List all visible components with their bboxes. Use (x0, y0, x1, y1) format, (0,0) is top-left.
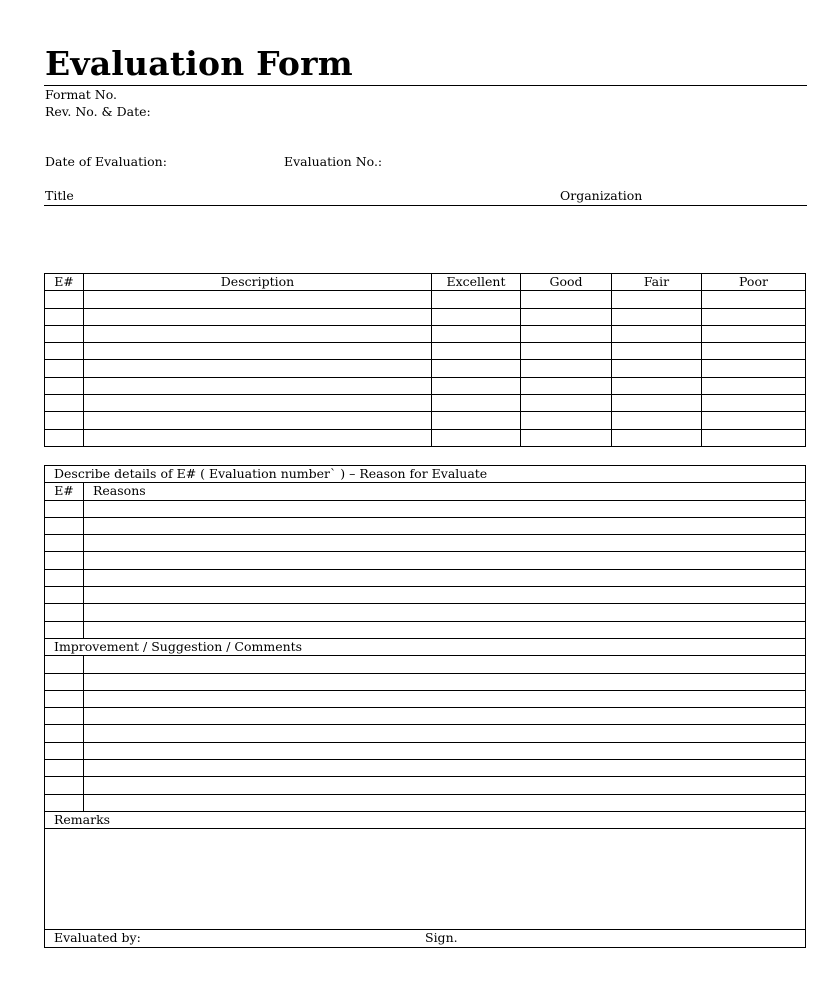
rating-row (45, 412, 806, 429)
text-cell[interactable] (84, 656, 806, 673)
reason-row (45, 517, 806, 534)
sign-label: Sign. (425, 930, 458, 946)
column-header-reasons: Reasons (84, 483, 806, 500)
text-cell[interactable] (84, 552, 806, 569)
poor-cell[interactable] (702, 325, 806, 342)
enum-cell[interactable] (45, 291, 84, 308)
title-divider (44, 85, 807, 86)
remarks-heading: Remarks (45, 811, 806, 828)
text-cell[interactable] (84, 673, 806, 690)
poor-cell[interactable] (702, 291, 806, 308)
rating-row (45, 291, 806, 308)
fair-cell[interactable] (612, 325, 702, 342)
text-cell[interactable] (84, 500, 806, 517)
enum-cell[interactable] (45, 569, 84, 586)
enum-cell[interactable] (45, 725, 84, 742)
text-cell[interactable] (84, 690, 806, 707)
rating-row (45, 308, 806, 325)
excellent-cell[interactable] (432, 360, 521, 377)
remarks-box-row (45, 829, 806, 930)
good-cell[interactable] (521, 412, 612, 429)
reason-row (45, 587, 806, 604)
reason-row (45, 552, 806, 569)
remarks-textarea[interactable] (45, 829, 806, 930)
evaluation-no-label: Evaluation No.: (284, 154, 383, 169)
column-header-excellent: Excellent (432, 274, 521, 291)
rating-row (45, 325, 806, 342)
text-cell[interactable] (84, 708, 806, 725)
fair-cell[interactable] (612, 308, 702, 325)
good-cell[interactable] (521, 291, 612, 308)
enum-cell[interactable] (45, 377, 84, 394)
enum-cell[interactable] (45, 535, 84, 552)
enum-cell[interactable] (45, 794, 84, 811)
reasons-header-row (45, 483, 806, 500)
improvement-row (45, 690, 806, 707)
excellent-cell[interactable] (432, 308, 521, 325)
enum-cell[interactable] (45, 552, 84, 569)
column-header-enum: E# (45, 274, 84, 291)
text-cell[interactable] (84, 725, 806, 742)
fair-cell[interactable] (612, 395, 702, 412)
good-cell[interactable] (521, 429, 612, 446)
improvement-row (45, 708, 806, 725)
description-cell[interactable] (84, 395, 432, 412)
enum-cell[interactable] (45, 517, 84, 534)
poor-cell[interactable] (702, 412, 806, 429)
reason-row (45, 500, 806, 517)
excellent-cell[interactable] (432, 325, 521, 342)
enum-cell[interactable] (45, 395, 84, 412)
reason-row (45, 604, 806, 621)
improvement-row (45, 673, 806, 690)
rating-header-row (45, 274, 806, 291)
column-header-fair: Fair (612, 274, 702, 291)
poor-cell[interactable] (702, 343, 806, 360)
text-cell[interactable] (84, 517, 806, 534)
enum-cell[interactable] (45, 760, 84, 777)
description-cell[interactable] (84, 308, 432, 325)
excellent-cell[interactable] (432, 412, 521, 429)
enum-cell[interactable] (45, 325, 84, 342)
poor-cell[interactable] (702, 429, 806, 446)
reason-row (45, 535, 806, 552)
poor-cell[interactable] (702, 395, 806, 412)
good-cell[interactable] (521, 360, 612, 377)
excellent-cell[interactable] (432, 377, 521, 394)
enum-cell[interactable] (45, 742, 84, 759)
fair-cell[interactable] (612, 412, 702, 429)
text-cell[interactable] (84, 604, 806, 621)
rating-row (45, 395, 806, 412)
description-cell[interactable] (84, 343, 432, 360)
enum-cell[interactable] (45, 777, 84, 794)
fair-cell[interactable] (612, 343, 702, 360)
title-field-label: Title (45, 188, 74, 203)
improvement-heading: Improvement / Suggestion / Comments (45, 638, 806, 655)
reason-row (45, 569, 806, 586)
enum-cell[interactable] (45, 429, 84, 446)
excellent-cell[interactable] (432, 429, 521, 446)
signature-cell (45, 930, 806, 947)
good-cell[interactable] (521, 308, 612, 325)
good-cell[interactable] (521, 377, 612, 394)
enum-cell[interactable] (45, 673, 84, 690)
rating-row (45, 343, 806, 360)
poor-cell[interactable] (702, 308, 806, 325)
title-row-divider (44, 205, 807, 206)
column-header-enum: E# (45, 483, 84, 500)
excellent-cell[interactable] (432, 395, 521, 412)
enum-cell[interactable] (45, 708, 84, 725)
reason-row (45, 621, 806, 638)
rating-table (44, 273, 806, 447)
fair-cell[interactable] (612, 377, 702, 394)
good-cell[interactable] (521, 325, 612, 342)
improvement-row (45, 760, 806, 777)
enum-cell[interactable] (45, 656, 84, 673)
column-header-description: Description (84, 274, 432, 291)
enum-cell[interactable] (45, 621, 84, 638)
enum-cell[interactable] (45, 500, 84, 517)
details-heading: Describe details of E# ( Evaluation number` ) – Reason for Evaluate (45, 466, 806, 483)
organization-field-label: Organization (560, 188, 643, 203)
enum-cell[interactable] (45, 308, 84, 325)
enum-cell[interactable] (45, 690, 84, 707)
rating-row (45, 377, 806, 394)
excellent-cell[interactable] (432, 343, 521, 360)
page-title: Evaluation Form (45, 44, 353, 83)
enum-cell[interactable] (45, 343, 84, 360)
text-cell[interactable] (84, 794, 806, 811)
poor-cell[interactable] (702, 377, 806, 394)
enum-cell[interactable] (45, 604, 84, 621)
improvement-heading-row (45, 638, 806, 655)
text-cell[interactable] (84, 621, 806, 638)
evaluated-by-label: Evaluated by: (54, 930, 141, 946)
text-cell[interactable] (84, 760, 806, 777)
details-heading-row (45, 466, 806, 483)
remarks-heading-row (45, 811, 806, 828)
rating-row (45, 429, 806, 446)
improvement-row (45, 777, 806, 794)
text-cell[interactable] (84, 587, 806, 604)
improvement-row (45, 742, 806, 759)
description-cell[interactable] (84, 360, 432, 377)
good-cell[interactable] (521, 395, 612, 412)
good-cell[interactable] (521, 343, 612, 360)
enum-cell[interactable] (45, 360, 84, 377)
text-cell[interactable] (84, 777, 806, 794)
rating-row (45, 360, 806, 377)
enum-cell[interactable] (45, 587, 84, 604)
description-cell[interactable] (84, 325, 432, 342)
excellent-cell[interactable] (432, 291, 521, 308)
text-cell[interactable] (84, 569, 806, 586)
description-cell[interactable] (84, 429, 432, 446)
text-cell[interactable] (84, 742, 806, 759)
description-cell[interactable] (84, 412, 432, 429)
format-no-label: Format No. (45, 87, 118, 102)
column-header-good: Good (521, 274, 612, 291)
date-of-evaluation-label: Date of Evaluation: (45, 154, 167, 169)
signature-row (45, 930, 806, 947)
poor-cell[interactable] (702, 360, 806, 377)
fair-cell[interactable] (612, 429, 702, 446)
text-cell[interactable] (84, 535, 806, 552)
enum-cell[interactable] (45, 412, 84, 429)
details-table (44, 465, 806, 948)
column-header-poor: Poor (702, 274, 806, 291)
fair-cell[interactable] (612, 291, 702, 308)
rev-no-date-label: Rev. No. & Date: (45, 104, 151, 119)
improvement-row (45, 656, 806, 673)
improvement-row (45, 725, 806, 742)
description-cell[interactable] (84, 377, 432, 394)
fair-cell[interactable] (612, 360, 702, 377)
improvement-row (45, 794, 806, 811)
description-cell[interactable] (84, 291, 432, 308)
